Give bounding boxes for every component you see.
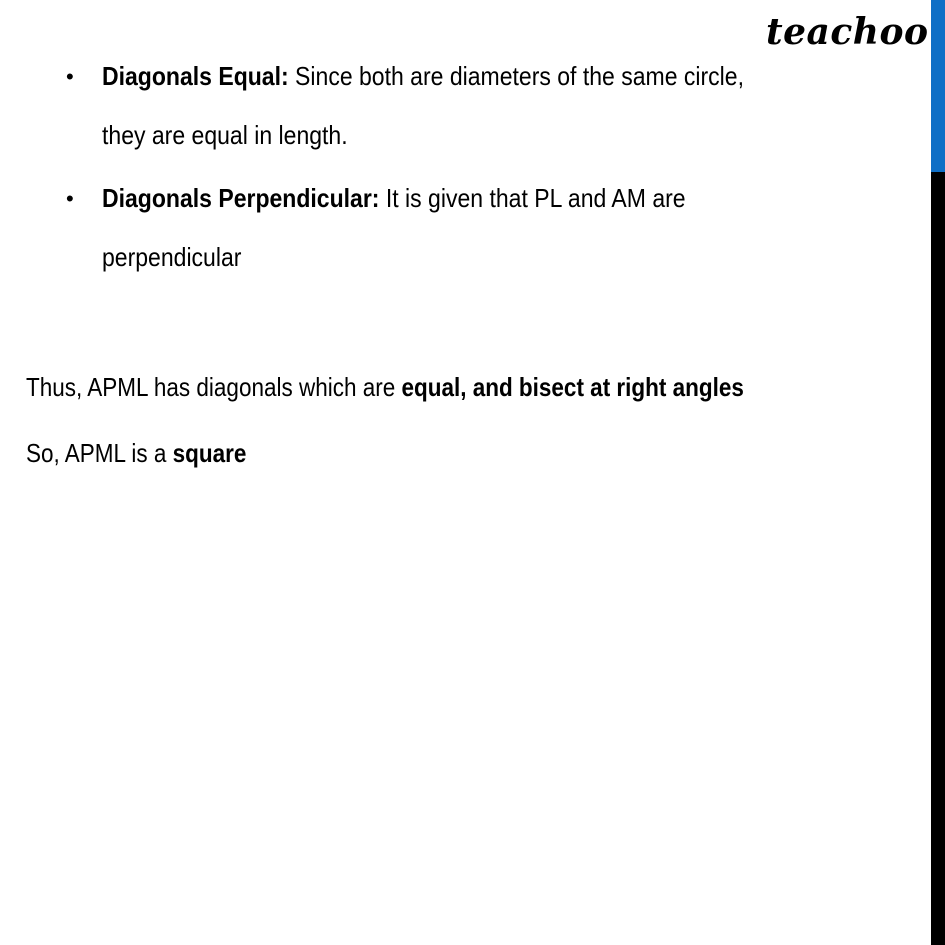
- conclusion-line-1: [26, 374, 744, 400]
- bullet-continuation: perpendicular: [102, 242, 242, 272]
- bullet-text: Since both are diameters of the same circle,: [288, 61, 744, 91]
- conclusion-bold: equal, and bisect at right angles: [401, 372, 744, 402]
- bullet-icon: •: [66, 186, 74, 211]
- accent-bar-black: [931, 172, 945, 945]
- conclusion-text: Thus, APML has diagonals which are: [26, 372, 402, 402]
- bullet-heading: Diagonals Equal:: [102, 61, 289, 91]
- bullet-item-diagonals-equal: [102, 63, 744, 89]
- bullet-item-diagonals-perpendicular: [102, 185, 686, 211]
- bullet-heading: Diagonals Perpendicular:: [102, 183, 380, 213]
- accent-bar-blue: [931, 0, 945, 172]
- teachoo-logo: teachoo: [766, 11, 929, 53]
- bullet-continuation: they are equal in length.: [102, 120, 348, 150]
- bullet-icon: •: [66, 64, 74, 89]
- conclusion-text: So, APML is a: [26, 438, 173, 468]
- bullet-text: It is given that PL and AM are: [379, 183, 686, 213]
- conclusion-bold: square: [172, 438, 247, 468]
- conclusion-line-2: [26, 440, 246, 466]
